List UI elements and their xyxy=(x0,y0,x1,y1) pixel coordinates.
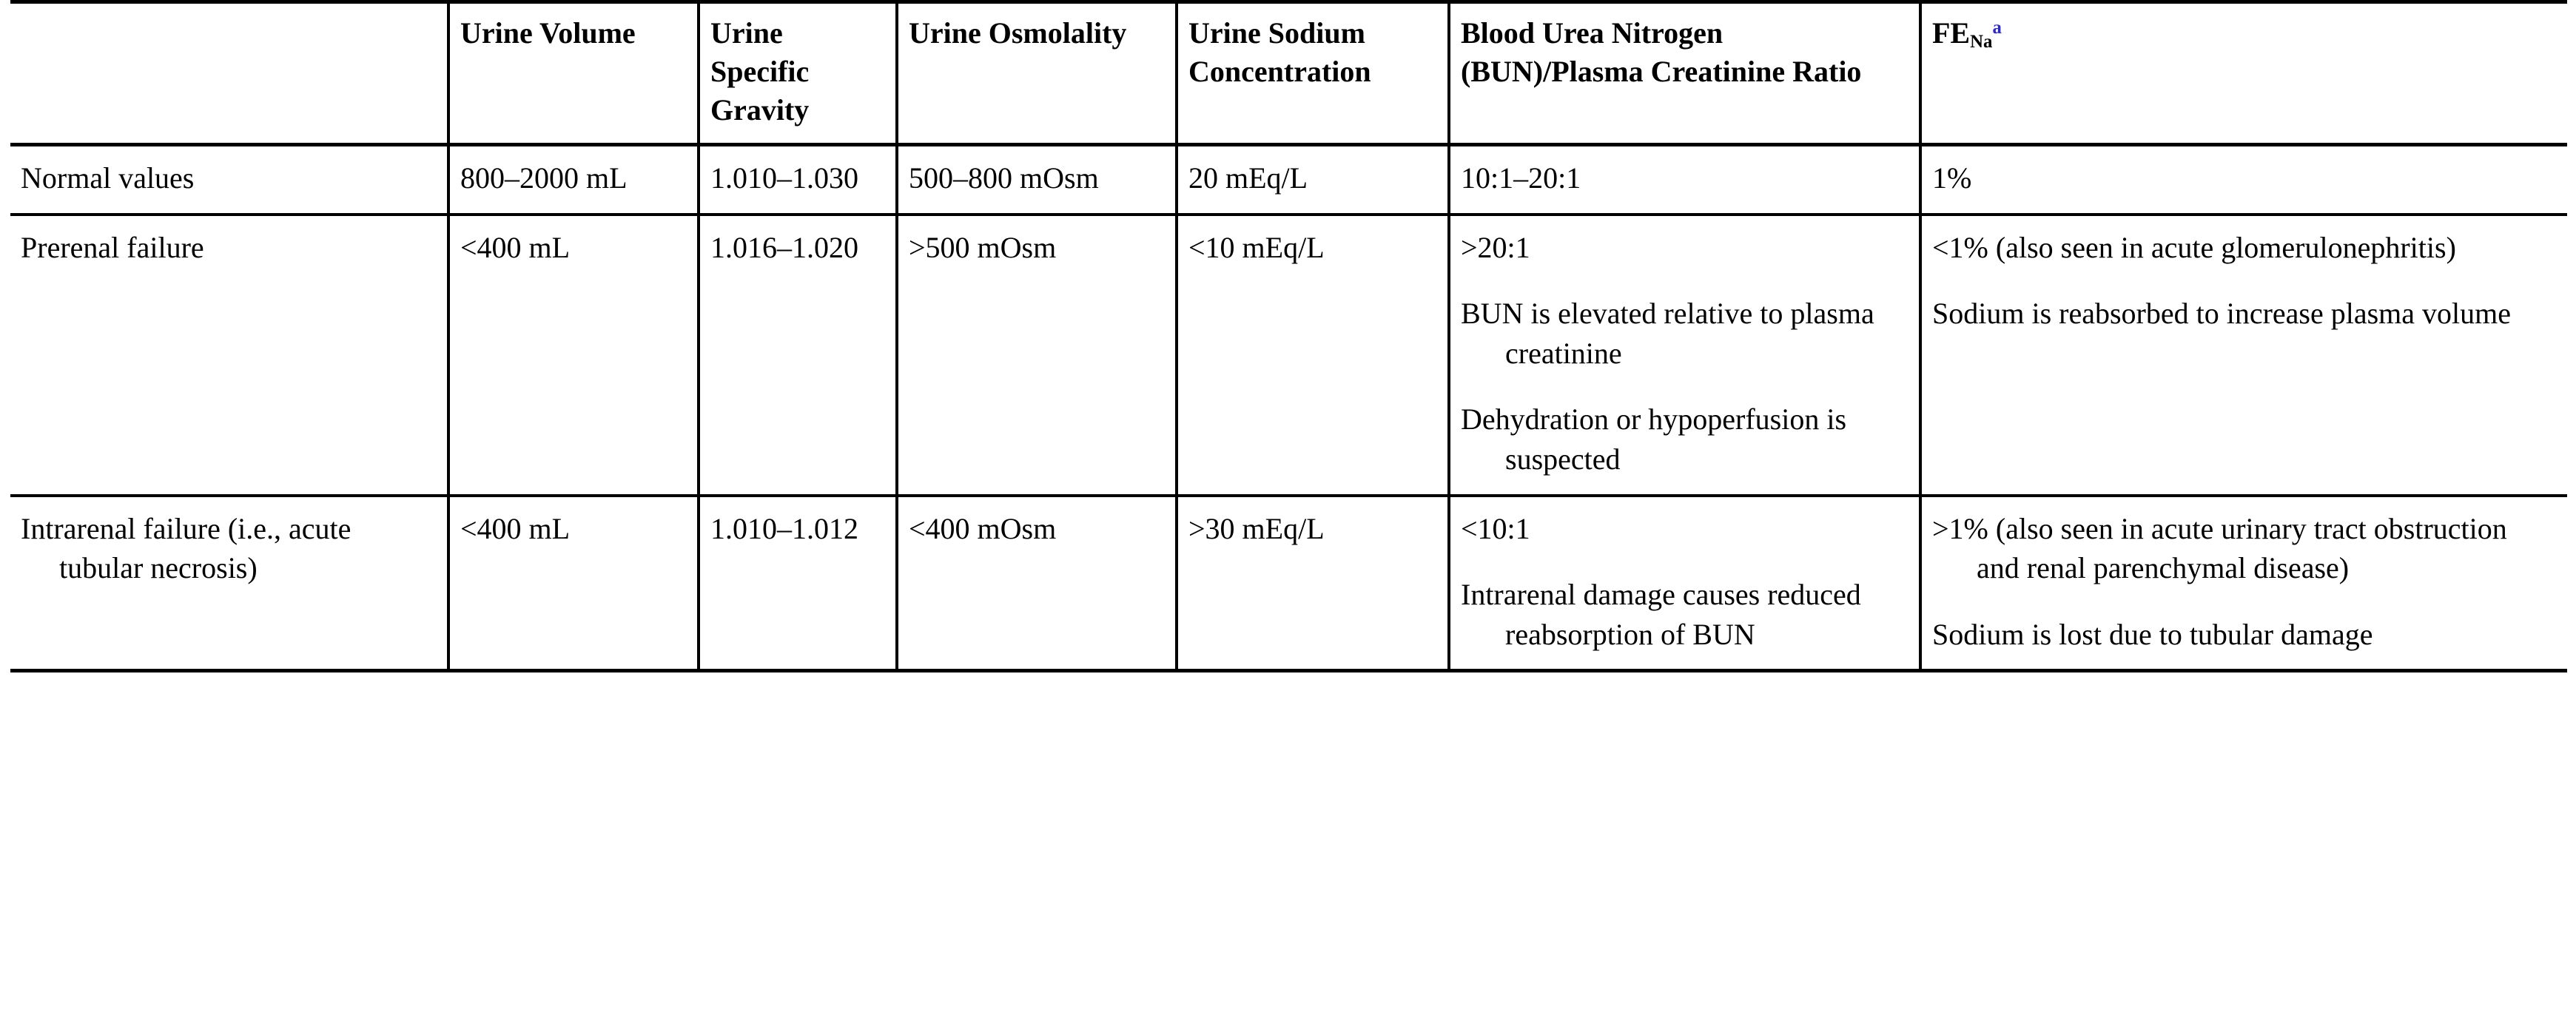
column-header-urine-sodium-concentration: Urine Sodium Concentration xyxy=(1177,2,1449,145)
cell-specific-gravity xyxy=(699,496,897,671)
cell-sodium xyxy=(1177,215,1449,496)
column-header-urine-osmolality: Urine Osmolality xyxy=(897,2,1177,145)
table-body xyxy=(10,145,2567,671)
cell-bun-ratio xyxy=(1449,215,1920,496)
row-label-prerenal-failure: Prerenal failure xyxy=(10,215,448,496)
cell-paragraph: Sodium is reabsorbed to increase plasma volume xyxy=(1932,297,2512,331)
cell-text: 20 mEq/L xyxy=(1188,161,1308,195)
fena-label: FE xyxy=(1932,16,1971,50)
cell-text: <400 mL xyxy=(460,230,571,264)
table-row xyxy=(10,496,2567,671)
cell-paragraph: Sodium is lost due to tubular damage xyxy=(1932,617,2373,651)
cell-osmolality xyxy=(897,496,1177,671)
cell-text: >30 mEq/L xyxy=(1188,511,1325,545)
cell-bun-ratio xyxy=(1449,145,1920,215)
cell-text: 1.010–1.030 xyxy=(710,161,858,195)
row-label-normal-values: Normal values xyxy=(10,145,448,215)
cell-paragraph: BUN is elevated relative to plasma creatinine xyxy=(1461,297,1874,370)
cell-paragraph: 10:1–20:1 xyxy=(1461,161,1581,195)
cell-paragraph: >1% (also seen in acute urinary tract obstruction and renal parenchymal disease) xyxy=(1932,511,2507,585)
cell-fena xyxy=(1920,496,2567,671)
cell-text: 800–2000 mL xyxy=(460,161,628,195)
header-row xyxy=(10,2,2567,145)
cell-sodium xyxy=(1177,496,1449,671)
cell-paragraph: Dehydration or hypoperfusion is suspected xyxy=(1461,402,1847,476)
cell-text: 1.016–1.020 xyxy=(710,230,858,264)
cell-osmolality xyxy=(897,215,1177,496)
table-header xyxy=(10,2,2567,145)
cell-fena xyxy=(1920,215,2567,496)
cell-text: Intrarenal failure (i.e., acute tubular necrosis) xyxy=(21,511,352,585)
cell-osmolality xyxy=(897,145,1177,215)
cell-urine-volume xyxy=(448,215,699,496)
cell-specific-gravity xyxy=(699,215,897,496)
cell-text: <400 mOsm xyxy=(909,511,1057,545)
table-row xyxy=(10,145,2567,215)
cell-paragraph: Intrarenal damage causes reduced reabsorption of BUN xyxy=(1461,578,1861,651)
cell-text: 500–800 mOsm xyxy=(909,161,1099,195)
cell-bun-ratio xyxy=(1449,496,1920,671)
cell-fena xyxy=(1920,145,2567,215)
cell-text: 1.010–1.012 xyxy=(710,511,858,545)
column-header-urine-specific-gravity: Urine Specific Gravity xyxy=(699,2,897,145)
cell-urine-volume xyxy=(448,496,699,671)
cell-paragraph: 1% xyxy=(1932,161,1972,195)
cell-paragraph: <1% (also seen in acute glomerulonephritis) xyxy=(1932,230,2456,264)
row-label-intrarenal-failure xyxy=(10,496,448,671)
cell-paragraph: <10:1 xyxy=(1461,511,1530,545)
column-header-bun-plasma-creatinine-ratio: Blood Urea Nitrogen (BUN)/Plasma Creatinine Ratio xyxy=(1449,2,1920,145)
cell-text: <10 mEq/L xyxy=(1188,230,1325,264)
renal-failure-lab-values-table xyxy=(10,0,2567,672)
cell-text: >500 mOsm xyxy=(909,230,1057,264)
cell-text: <400 mL xyxy=(460,511,571,545)
column-header-blank xyxy=(10,2,448,145)
cell-urine-volume xyxy=(448,145,699,215)
footnote-marker-a[interactable]: a xyxy=(1992,18,2002,38)
cell-specific-gravity xyxy=(699,145,897,215)
fena-subscript: Na xyxy=(1970,32,1993,53)
cell-paragraph: >20:1 xyxy=(1461,230,1530,264)
column-header-urine-volume: Urine Volume xyxy=(448,2,699,145)
table-row xyxy=(10,215,2567,496)
cell-sodium xyxy=(1177,145,1449,215)
column-header-fena xyxy=(1920,2,2567,145)
